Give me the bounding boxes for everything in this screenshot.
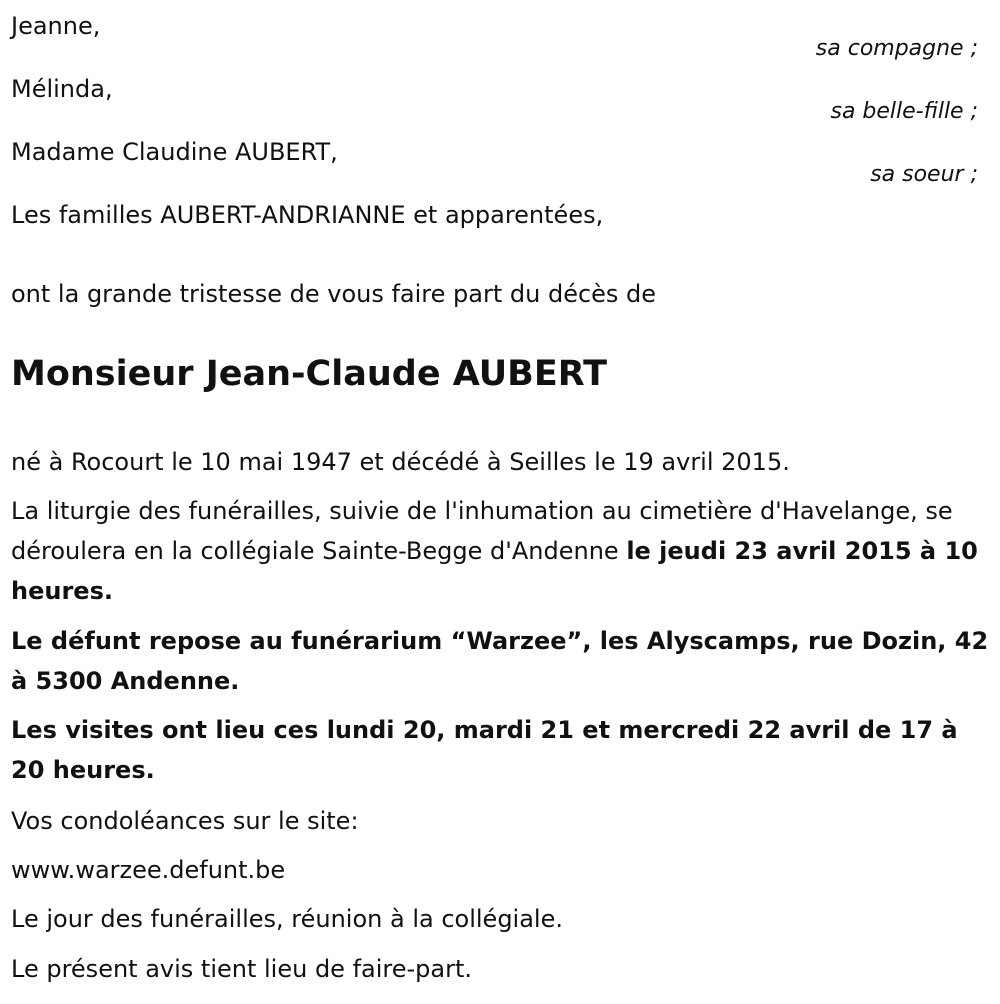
liturgy-paragraph: [11, 491, 991, 611]
website-link: www.warzee.defunt.be: [11, 856, 286, 884]
family-member-name: Jeanne,: [11, 12, 101, 40]
funerarium-paragraph: Le défunt repose au funérarium “Warzee”, les Alyscamps, rue Dozin, 42 à 5300 Andenne.: [11, 627, 989, 695]
notice-text: Le présent avis tient lieu de faire-part.: [11, 955, 473, 983]
funeral-meeting-text: Le jour des funérailles, réunion à la collégiale.: [11, 905, 563, 933]
birth-death-text: né à Rocourt le 10 mai 1947 et décédé à Seilles le 19 avril 2015.: [11, 448, 790, 476]
family-member-name: Les familles AUBERT-ANDRIANNE et apparentées,: [11, 201, 604, 229]
deceased-name: Monsieur Jean-Claude AUBERT: [11, 354, 608, 394]
family-member-relation: sa compagne ;: [815, 36, 978, 61]
family-member-relation: sa belle-fille ;: [830, 99, 978, 124]
condolences-label: Vos condoléances sur le site:: [11, 807, 359, 835]
visits-paragraph: Les visites ont lieu ces lundi 20, mardi 21 et mercredi 22 avril de 17 à 20 heures.: [11, 716, 958, 784]
liturgy-text: La liturgie des funérailles, suivie de l'inhumation au cimetière d'Havelange, se déroulera en la collégiale Sainte-Begge d'Andenne: [11, 497, 953, 565]
liturgy-date: le jeudi 23 avril 2015 à 10 heures.: [11, 537, 978, 605]
family-member-relation: sa soeur ;: [870, 162, 978, 187]
announcement-text: ont la grande tristesse de vous faire part du décès de: [11, 280, 657, 308]
family-member-name: Mélinda,: [11, 75, 113, 103]
family-member-name: Madame Claudine AUBERT,: [11, 138, 338, 166]
